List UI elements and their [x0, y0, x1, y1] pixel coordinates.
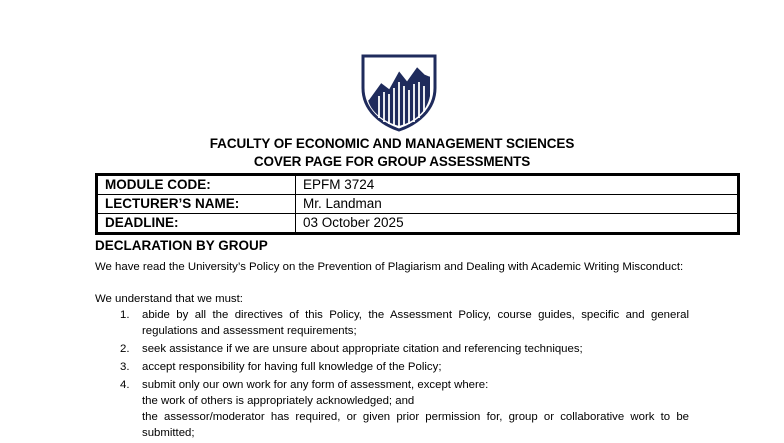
- list-item-text: seek assistance if we are unsure about appropriate citation and referencing techniques;: [142, 343, 583, 355]
- sub-item-text: the work of others is appropriately acknowledged; and: [142, 395, 415, 407]
- module-code-value: EPFM 3724: [296, 175, 739, 195]
- table-row: [97, 214, 739, 234]
- university-crest-logo: [359, 52, 439, 132]
- list-item: [95, 341, 689, 357]
- list-item-text: abide by all the directives of this Policy, the Assessment Policy, course guides, specific and general regulations and assessment requirements;: [142, 309, 689, 337]
- lecturer-name-label: LECTURER’S NAME:: [97, 195, 296, 214]
- sub-item-text: the assessor/moderator has required, or given prior permission for, group or collaborative work to be submitted;: [142, 411, 689, 439]
- list-item: [95, 359, 689, 375]
- declaration-heading: DECLARATION BY GROUP: [95, 238, 268, 253]
- list-item-text: accept responsibility for having full knowledge of the Policy;: [142, 361, 442, 373]
- list-item-number: 2.: [120, 343, 130, 355]
- list-item: [95, 377, 689, 441]
- list-item-text: submit only our own work for any form of assessment, except where:: [142, 379, 489, 391]
- list-item-number: 4.: [120, 379, 130, 391]
- declaration-intro: We have read the University’s Policy on the Prevention of Plagiarism and Dealing with Academic Writing Misconduct:: [95, 261, 684, 273]
- declaration-understand: We understand that we must:: [95, 293, 243, 305]
- table-row: [97, 175, 739, 195]
- cover-page-subtitle: COVER PAGE FOR GROUP ASSESSMENTS: [253, 154, 531, 169]
- declaration-list: [95, 307, 689, 443]
- module-info-table: [95, 173, 740, 235]
- module-code-label: MODULE CODE:: [97, 175, 296, 195]
- faculty-title: FACULTY OF ECONOMIC AND MANAGEMENT SCIENCES: [209, 136, 575, 151]
- table-row: [97, 195, 739, 214]
- list-item: [95, 307, 689, 339]
- deadline-label: DEADLINE:: [97, 214, 296, 234]
- list-item-number: 3.: [120, 361, 130, 373]
- list-item-number: 1.: [120, 309, 130, 321]
- deadline-value: 03 October 2025: [296, 214, 739, 234]
- lecturer-name-value: Mr. Landman: [296, 195, 739, 214]
